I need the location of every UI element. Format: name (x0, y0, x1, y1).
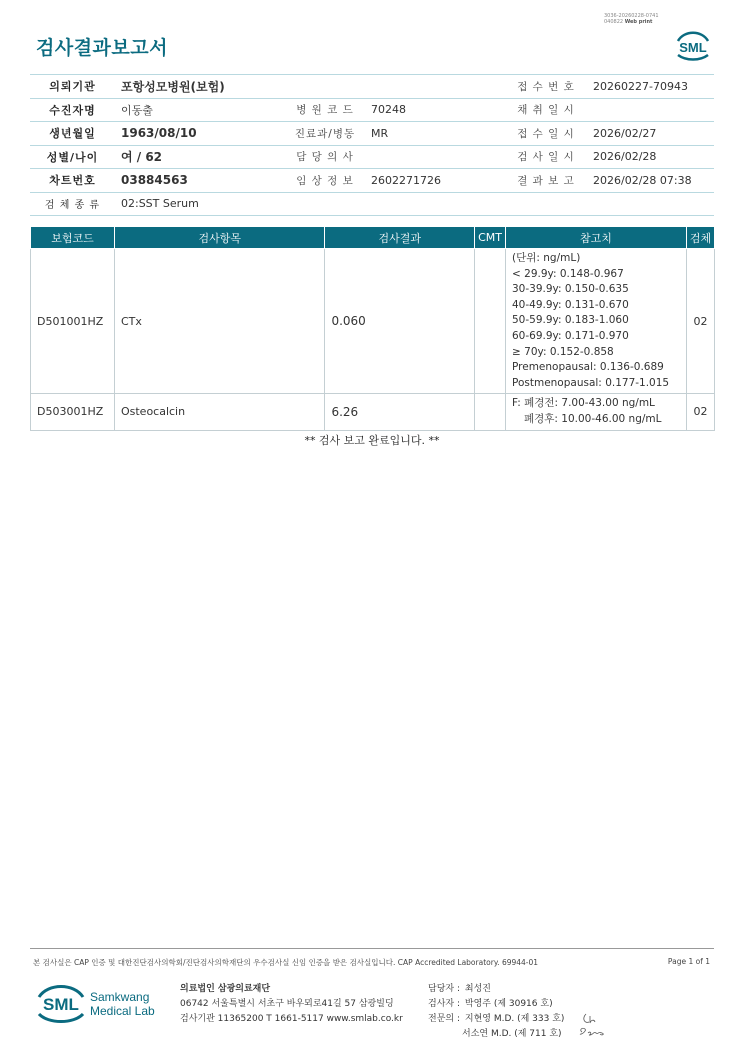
document-code-line1: 3036-20260228-0741 (604, 13, 659, 19)
web-print-label: Web print (624, 19, 653, 25)
reference-line: Premenopausal: 0.136-0.689 (512, 361, 664, 374)
organization-info (180, 982, 403, 1027)
reference-line: F: 폐경전: 7.00-43.00 ng/mL (512, 397, 655, 410)
info-value: 포항성모병원(보험) (115, 75, 285, 99)
reference-line: ≥ 70y: 0.152-0.858 (512, 345, 614, 358)
reference-line: 50-59.9y: 0.183-1.060 (512, 314, 629, 327)
info-value: 03884563 (115, 169, 285, 193)
staff-role: 검사자 : (428, 999, 460, 1009)
table-row (31, 394, 715, 430)
staff-name: 서소연 M.D. (제 711 호) (462, 1029, 562, 1039)
document-code-line2 (604, 19, 659, 25)
info-value: 2026/02/28 (587, 145, 714, 169)
samkwang-logo-icon (36, 980, 156, 1026)
staff-info (428, 982, 564, 1042)
logo-name-line1: Samkwang (90, 990, 150, 1004)
info-value: 2602271726 (365, 169, 505, 193)
cmt (475, 249, 506, 394)
reference-line: 폐경후: 10.00-46.00 ng/mL (524, 412, 662, 425)
page-number: Page 1 of 1 (667, 957, 710, 966)
reference-line: Postmenopausal: 0.177-1.015 (512, 376, 670, 389)
reference-line: < 29.9y: 0.148-0.967 (512, 267, 624, 280)
info-label: 임 상 정 보 (285, 169, 365, 193)
test-result: 0.060 (325, 249, 475, 394)
info-row (30, 192, 714, 216)
info-row (30, 98, 714, 122)
info-label: 생년월일 (30, 122, 115, 146)
header-specimen: 검체 (686, 227, 714, 249)
results-header-row (31, 227, 715, 249)
info-label: 검 사 일 시 (505, 145, 587, 169)
document-code (604, 13, 659, 25)
info-label: 담 당 의 사 (285, 145, 365, 169)
info-label: 진료과/병동 (285, 122, 365, 146)
info-value: 이동출 (115, 98, 285, 122)
info-row (30, 169, 714, 193)
sml-logo-icon (674, 28, 712, 62)
info-label: 결 과 보 고 (505, 169, 587, 193)
signature-icon (578, 1008, 608, 1040)
specimen-code: 02 (686, 249, 714, 394)
info-empty-cell (285, 75, 365, 99)
info-value: MR (365, 122, 505, 146)
info-value (365, 145, 505, 169)
info-row (30, 145, 714, 169)
sml-logo-text: SML (43, 995, 79, 1014)
header-reference: 참고치 (506, 227, 687, 249)
staff-row (428, 1027, 564, 1042)
info-row (30, 75, 714, 99)
header-cmt: CMT (475, 227, 506, 249)
info-value: 20260227-70943 (587, 75, 714, 99)
reference-line: 40-49.9y: 0.131-0.670 (512, 298, 629, 311)
staff-row (428, 1012, 564, 1027)
info-value: 2026/02/28 07:38 (587, 169, 714, 193)
info-value (587, 98, 714, 122)
info-label: 성별/나이 (30, 145, 115, 169)
reference-line: (단위: ng/mL) (512, 252, 581, 264)
reference-line: 30-39.9y: 0.150-0.635 (512, 283, 629, 296)
page-title: 검사결과보고서 (36, 37, 168, 59)
staff-role: 담당자 : (428, 984, 460, 994)
info-label: 병 원 코 드 (285, 98, 365, 122)
specimen-code: 02 (686, 394, 714, 430)
footer-divider (30, 948, 714, 949)
reference-line: 60-69.9y: 0.171-0.970 (512, 329, 629, 342)
info-value: 70248 (365, 98, 505, 122)
info-value: 여 / 62 (115, 145, 285, 169)
sml-logo-text: SML (679, 40, 707, 55)
results-table (30, 226, 715, 431)
header-insurance-code: 보험코드 (31, 227, 115, 249)
reference-range (506, 394, 687, 430)
staff-row (428, 982, 564, 997)
header-test-result: 검사결과 (325, 227, 475, 249)
patient-info-table (30, 74, 714, 216)
info-row (30, 122, 714, 146)
organization-address: 06742 서울특별시 서초구 바우뫼로41길 57 삼광빌딩 (180, 999, 394, 1009)
report-complete-text: ** 검사 보고 완료입니다. ** (304, 434, 440, 447)
staff-name: 지현영 M.D. (제 333 호) (464, 1014, 565, 1024)
test-item: CTx (114, 249, 324, 394)
info-value: 2026/02/27 (587, 122, 714, 146)
table-row (31, 249, 715, 394)
staff-name: 최성진 (464, 984, 491, 994)
logo-name-line2: Medical Lab (90, 1004, 155, 1018)
specimen-label: 검 체 종 류 (30, 192, 115, 216)
insurance-code: D501001HZ (31, 249, 115, 394)
info-label: 접 수 번 호 (505, 75, 587, 99)
staff-role: 전문의 : (428, 1014, 460, 1024)
specimen-value: 02:SST Serum (115, 192, 714, 216)
info-label: 수진자명 (30, 98, 115, 122)
test-result: 6.26 (325, 394, 475, 430)
staff-row (428, 997, 564, 1012)
info-label: 접 수 일 시 (505, 122, 587, 146)
info-empty-cell (365, 75, 505, 99)
document-code-number: 040822 (604, 19, 624, 25)
test-item: Osteocalcin (114, 394, 324, 430)
info-label: 차트번호 (30, 169, 115, 193)
reference-range (506, 249, 687, 394)
info-value: 1963/08/10 (115, 122, 285, 146)
organization-contact: 검사기관 11365200 T 1661-5117 www.smlab.co.kr (180, 1014, 403, 1024)
header-test-item: 검사항목 (114, 227, 324, 249)
cmt (475, 394, 506, 430)
staff-name: 박영주 (제 30916 호) (464, 999, 553, 1009)
info-label: 의뢰기관 (30, 75, 115, 99)
insurance-code: D503001HZ (31, 394, 115, 430)
certification-text: 본 검사실은 CAP 인증 및 대한진단검사의학회/진단검사의학재단의 우수검사실 신임 인증을 받은 검사실입니다. CAP Accredited Laboratory. 69944-01 (33, 958, 539, 967)
organization-name: 의료법인 삼광의료재단 (180, 984, 271, 994)
info-label: 채 취 일 시 (505, 98, 587, 122)
